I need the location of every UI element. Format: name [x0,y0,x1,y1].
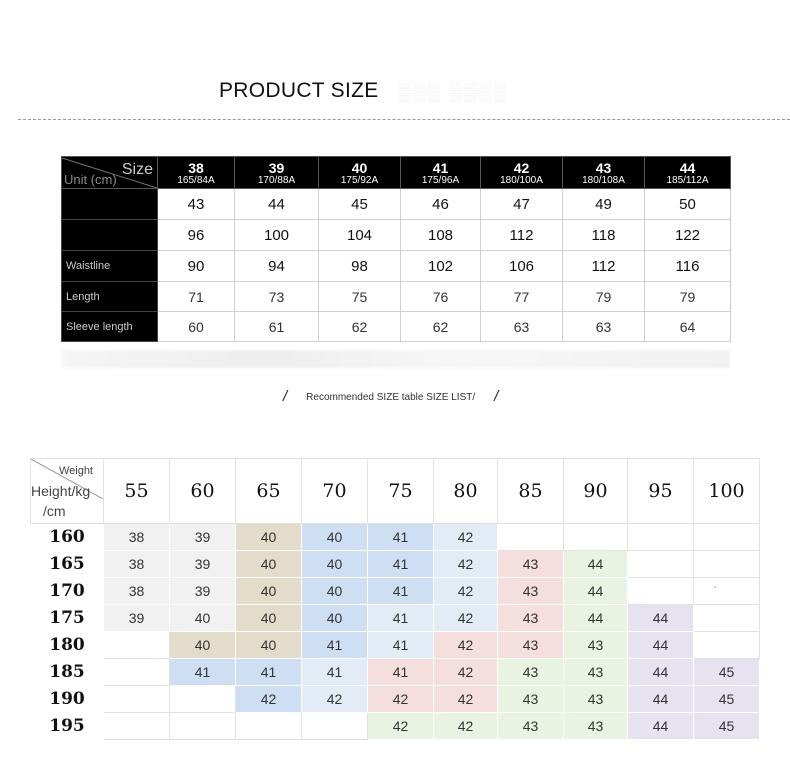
recommended-size-cell: 41 [302,659,368,686]
recommended-size-cell: 44 [628,605,694,632]
recommended-size-cell: 42 [236,686,302,713]
recommend-caption [283,388,498,405]
recommended-size-cell: 43 [498,632,564,659]
size-value-cell: 71 [158,282,235,312]
recommended-size-cell: 42 [368,686,434,713]
size-column-header [563,157,645,189]
recommended-size-cell: 42 [434,551,498,578]
recommended-size-cell: 41 [368,605,434,632]
size-value-cell: 62 [319,312,401,342]
size-number: 38 [188,159,204,176]
size-column-header [401,157,481,189]
size-value-cell: 90 [158,251,235,282]
recommended-size-cell: 38 [104,551,170,578]
recommended-size-cell [694,605,760,632]
size-value-cell: 60 [158,312,235,342]
size-value-cell: 63 [563,312,645,342]
height-label: 160 [31,524,104,551]
measurement-label: Waistline [62,251,158,282]
size-code: 180/108A [582,174,625,186]
size-value-cell: 116 [645,251,731,282]
size-value-cell: 96 [158,220,235,251]
recommended-size-cell [694,551,760,578]
recommended-size-cell: 43 [498,659,564,686]
weight-header: 65 [236,459,302,524]
caption-slash: / [283,388,288,405]
weight-header: 60 [170,459,236,524]
blurred-note [62,350,730,368]
height-label: 175 [31,605,104,632]
recommended-size-cell [628,578,694,605]
recommended-size-cell [628,524,694,551]
size-value-cell: 118 [563,220,645,251]
size-value-cell: 75 [319,282,401,312]
recommended-size-cell [694,632,760,659]
size-value-cell: 98 [319,251,401,282]
recommended-size-cell: 43 [564,713,628,740]
size-code: 165/84A [177,174,215,186]
height-label: 170 [31,578,104,605]
height-row [31,605,760,632]
recommended-size-cell: 43 [564,659,628,686]
recommended-size-cell: 45 [694,659,760,686]
recommended-size-cell: 44 [628,686,694,713]
weight-header: 85 [498,459,564,524]
recommended-size-cell: 43 [564,632,628,659]
size-column-header [235,157,319,189]
recommended-size-cell [170,713,236,740]
size-value-cell: 62 [401,312,481,342]
height-label: 185 [31,659,104,686]
height-row [31,713,760,740]
recommended-size-cell: 39 [170,578,236,605]
recommended-size-cell: 41 [368,659,434,686]
recommended-size-cell: 40 [170,632,236,659]
size-code: 185/112A [666,174,709,186]
size-row [62,189,731,220]
recommended-size-cell: 45 [694,713,760,740]
size-column-header [645,157,731,189]
size-row [62,312,731,342]
size-code: 175/96A [421,174,460,186]
size-value-cell: 43 [158,189,235,220]
recommended-size-cell: 38 [104,524,170,551]
corner-weight-label: Weight [58,465,93,477]
recommended-size-cell: 42 [434,632,498,659]
weight-header: 55 [104,459,170,524]
recommended-size-cell: 43 [498,713,564,740]
recommended-size-cell: 40 [236,578,302,605]
recommended-size-cell: 40 [302,605,368,632]
recommended-size-cell [236,713,302,740]
height-label: 180 [31,632,104,659]
recommended-size-cell: 40 [302,524,368,551]
recommended-size-cell: 41 [170,659,236,686]
recommended-size-cell [628,551,694,578]
caption-slash: / [494,388,499,405]
recommended-size-cell: 41 [368,551,434,578]
recommended-size-cell: 41 [368,524,434,551]
size-value-cell: 63 [481,312,563,342]
height-row [31,524,760,551]
size-value-cell: 44 [235,189,319,220]
measurement-label [62,189,158,220]
corner-cm-label: /cm [43,503,66,519]
recommended-size-cell: 44 [564,605,628,632]
recommended-size-cell: 40 [302,578,368,605]
recommended-size-cell: 44 [564,578,628,605]
size-value-cell: 50 [645,189,731,220]
recommended-size-cell: 40 [170,605,236,632]
measurement-label: Sleeve length [62,312,158,342]
recommended-size-cell [564,524,628,551]
recommended-size-cell [498,524,564,551]
size-value-cell: 73 [235,282,319,312]
height-weight-chart [30,458,760,740]
recommended-size-cell: 45 [694,686,760,713]
size-value-cell: 94 [235,251,319,282]
recommended-size-cell: 40 [236,632,302,659]
size-column-header [319,157,401,189]
size-row [62,282,731,312]
weight-header: 100 [694,459,760,524]
recommended-size-cell [694,524,760,551]
height-label: 195 [31,713,104,740]
height-row [31,632,760,659]
recommended-size-cell: 42 [368,713,434,740]
recommended-size-cell: 42 [434,659,498,686]
recommended-size-cell: 44 [628,659,694,686]
size-row [62,251,731,282]
weight-header: 70 [302,459,368,524]
size-value-cell: 112 [563,251,645,282]
recommended-size-cell: 42 [434,686,498,713]
weight-header: 90 [564,459,628,524]
measurement-label: Length [62,282,158,312]
recommended-size-cell: 44 [564,551,628,578]
recommended-size-cell [104,713,170,740]
size-value-cell: 49 [563,189,645,220]
recommended-size-cell: 40 [236,605,302,632]
page-title: PRODUCT SIZE [219,79,379,102]
size-code: 175/92A [340,174,379,186]
size-value-cell: 104 [319,220,401,251]
recommended-size-cell: 44 [628,632,694,659]
recommended-size-cell [104,659,170,686]
stray-dot [714,586,716,588]
size-value-cell: 106 [481,251,563,282]
recommended-size-cell: 44 [628,713,694,740]
size-value-cell: 77 [481,282,563,312]
recommended-size-cell: 41 [236,659,302,686]
recommended-size-cell: 42 [434,578,498,605]
size-number: 42 [513,159,530,176]
recommended-size-cell: 41 [368,578,434,605]
height-label: 190 [31,686,104,713]
recommended-size-cell: 39 [170,524,236,551]
size-number: 40 [351,159,368,176]
recommended-size-cell: 40 [236,524,302,551]
recommended-size-cell: 40 [236,551,302,578]
recommended-size-cell [104,632,170,659]
chart-corner [31,459,104,524]
recommended-size-cell [302,713,368,740]
recommended-size-cell: 43 [498,551,564,578]
recommended-size-cell: 39 [104,605,170,632]
recommended-size-cell: 42 [434,524,498,551]
recommended-size-cell: 40 [302,551,368,578]
size-table [61,156,731,342]
height-row [31,578,760,605]
recommended-size-cell: 42 [434,605,498,632]
size-value-cell: 108 [401,220,481,251]
recommended-size-cell: 43 [498,578,564,605]
dashed-divider [18,119,790,120]
measurement-label [62,220,158,251]
recommended-size-cell: 41 [368,632,434,659]
size-value-cell: 79 [645,282,731,312]
recommended-size-cell: 38 [104,578,170,605]
height-row [31,686,760,713]
size-column-header [158,157,235,189]
title-ghost-text: ▒▒▒ ▒▒▒▒ [398,82,509,102]
size-number: 44 [679,159,696,176]
size-value-cell: 61 [235,312,319,342]
size-number: 39 [268,159,285,176]
recommended-size-cell: 43 [498,605,564,632]
recommended-size-cell: 43 [498,686,564,713]
caption-text: Recommended SIZE table SIZE LIST/ [306,392,476,403]
height-row [31,659,760,686]
weight-header: 80 [434,459,498,524]
size-value-cell: 76 [401,282,481,312]
recommended-size-cell: 42 [302,686,368,713]
size-value-cell: 64 [645,312,731,342]
size-value-cell: 46 [401,189,481,220]
height-label: 165 [31,551,104,578]
recommended-size-cell [170,686,236,713]
weight-header: 95 [628,459,694,524]
size-value-cell: 45 [319,189,401,220]
corner-size-label: Size [121,160,153,178]
size-code: 170/88A [257,174,296,186]
size-column-header [481,157,563,189]
size-code: 180/100A [500,174,543,186]
size-value-cell: 122 [645,220,731,251]
size-number: 43 [595,159,612,176]
recommended-size-cell: 39 [170,551,236,578]
size-table-corner [62,157,158,189]
height-row [31,551,760,578]
recommended-size-cell [104,686,170,713]
recommended-size-cell: 41 [302,632,368,659]
size-value-cell: 100 [235,220,319,251]
size-value-cell: 47 [481,189,563,220]
corner-height-label: Height/kg [31,483,91,499]
recommended-size-cell: 43 [564,686,628,713]
recommended-size-cell [694,578,760,605]
corner-unit-label: Unit (cm) [64,171,117,187]
size-value-cell: 102 [401,251,481,282]
recommended-size-cell: 42 [434,713,498,740]
size-value-cell: 112 [481,220,563,251]
size-number: 41 [432,159,449,176]
size-row [62,220,731,251]
weight-header: 75 [368,459,434,524]
size-value-cell: 79 [563,282,645,312]
